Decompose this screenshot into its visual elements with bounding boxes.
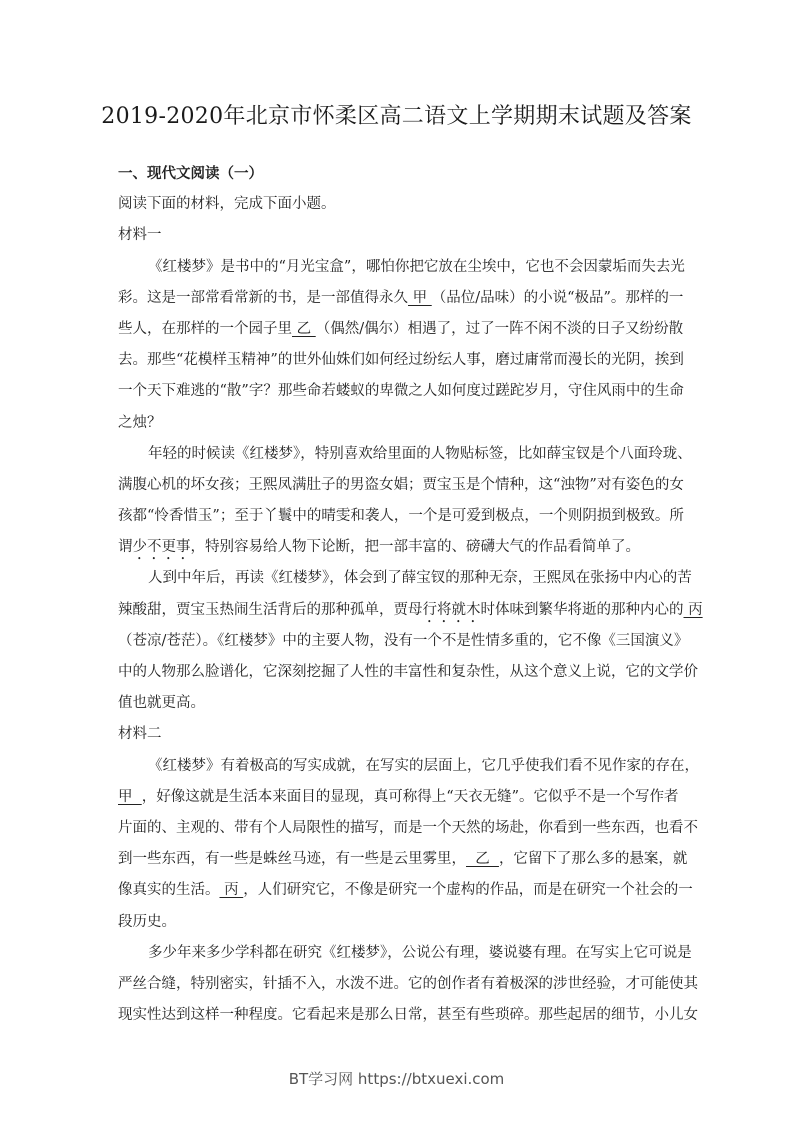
text-segment: 值也就更高。 — [118, 695, 205, 712]
text-line — [118, 252, 685, 283]
text-segment: 人到中年后，再读《红楼梦》，体会到了薛宝钗的那种无奈，王熙凤在张扬中内心的苦 — [148, 570, 692, 587]
document-body — [118, 158, 703, 1031]
text-line — [118, 189, 678, 220]
text-line — [118, 408, 678, 439]
text-segment: ，好像这就是生活本来面目的显现，真可称得上“天衣无缝”。它似乎不是一个写作者 — [141, 788, 679, 805]
text-line — [118, 345, 684, 376]
fill-blank: 甲 — [118, 788, 142, 805]
text-segment: 材料二 — [118, 726, 162, 743]
text-line — [118, 1000, 698, 1031]
fill-blank: 丙 — [683, 601, 703, 618]
text-line — [118, 907, 678, 938]
text-line — [118, 220, 678, 251]
text-line — [118, 875, 693, 906]
text-line — [118, 563, 692, 594]
text-segment: ，它留下了那么多的悬案，就 — [498, 851, 688, 868]
text-segment: 满腹心机的坏女孩；王熙凤满肚子的男盗女娼；贾宝玉是个情种，这“浊物”对有姿色的女 — [118, 476, 684, 493]
text-line — [118, 844, 688, 875]
text-segment: （苍凉/苍茫）。《红楼梦》中的主要人物，没有一个不是性情多重的，它不像《三国演义》 — [118, 632, 689, 649]
text-segment: 多少年来多少学科都在研究《红楼梦》，公说公有理，婆说婆有理。在写实上它可说是 — [148, 944, 692, 961]
text-segment: 严丝合缝，特别密实，针插不入，水泼不进。它的创作者有着极深的涉世经验，才可能使其 — [118, 975, 698, 992]
text-line — [118, 751, 699, 782]
text-segment: ，人们研究它，不像是研究一个虚构的作品，而是在研究一个社会的一 — [243, 882, 693, 899]
section-heading — [118, 158, 678, 189]
text-line — [118, 532, 678, 563]
text-segment: 片面的、主观的、带有个人局限性的描写，而是一个天然的场赴，你看到一些东西，也看不 — [118, 819, 698, 836]
fill-blank: 乙 — [292, 320, 316, 337]
text-line — [118, 813, 698, 844]
text-segment: ，特别容易给人物下论断，把一部丰富的、磅礴大气的作品看简单了。 — [190, 539, 640, 556]
text-line — [118, 719, 678, 750]
text-line — [118, 782, 678, 813]
text-segment: 年轻的时候读《红楼梦》，特别喜欢给里面的人物贴标签，比如薛宝钗是个八面玲珑、 — [148, 445, 692, 462]
text-segment: 段历史。 — [118, 913, 176, 930]
text-line — [118, 657, 698, 688]
text-segment: 像真实的生活。 — [118, 882, 220, 899]
fill-blank: 甲 — [408, 289, 432, 306]
text-segment: （偶然/偶尔）相遇了，过了一阵不闲不淡的日子又纷纷散 — [315, 320, 684, 337]
document-title: 2019-2020年北京市怀柔区高二语文上学期期末试题及答案 — [101, 104, 692, 129]
text-line — [118, 314, 684, 345]
text-segment: 之烛？ — [118, 414, 162, 431]
text-line — [118, 938, 692, 969]
text-segment: 《红楼梦》有着极高的写实成就，在写实的层面上，它几乎使我们看不见作家的存在， — [148, 757, 699, 774]
text-segment: 材料一 — [118, 227, 162, 244]
text-segment: 谓 — [118, 539, 133, 556]
text-segment: 辣酸甜，贾宝玉热闹生活背后的那种孤单，贾母 — [118, 601, 423, 618]
text-segment: 阅读下面的材料，完成下面小题。 — [118, 196, 336, 213]
emphasized-phrase: 少不更事 — [132, 539, 191, 556]
text-line — [118, 501, 684, 532]
footer-watermark: BT学习网 https://btxuexi.com — [288, 1070, 505, 1088]
text-segment: 到一些东西，有一些是蛛丝马迹，有一些是云里雾里， — [118, 851, 466, 868]
text-segment: 一个天下难逃的“散”字？那些命若蝼蚁的卑微之人如何度过蹉跎岁月，守住风雨中的生命 — [118, 383, 684, 400]
text-segment: 彩。这是一部常看常新的书，是一部值得永久 — [118, 289, 408, 306]
text-line — [118, 439, 692, 470]
fill-blank: 乙 — [466, 851, 499, 868]
text-segment: 现实性达到这样一种程度。它看起来是那么日常，甚至有些琐碎。那些起居的细节，小儿女 — [118, 1007, 698, 1024]
text-line — [118, 470, 684, 501]
text-segment: 去。那些“花模样玉精神”的世外仙姝们如何经过纷纭人事，磨过庸常而漫长的光阴，挨到 — [118, 352, 684, 369]
text-line — [118, 626, 689, 657]
text-line — [118, 376, 684, 407]
text-line — [118, 688, 678, 719]
text-segment: （品位/品味）的小说“极品”。那样的一 — [431, 289, 684, 306]
text-line — [118, 595, 703, 626]
fill-blank: 丙 — [219, 882, 244, 899]
text-segment: 孩都“怜香惜玉”；至于丫鬟中的晴雯和袭人，一个是可爱到极点，一个则阴损到极致。所 — [118, 508, 684, 525]
text-segment: 中的人物那么脸谱化，它深刻挖掘了人性的丰富性和复杂性，从这个意义上说，它的文学价 — [118, 664, 698, 680]
text-segment: 一、现代文阅读（一） — [118, 165, 263, 182]
text-segment: 时体味到繁华将逝的那种内心的 — [480, 601, 684, 618]
text-segment: 《红楼梦》是书中的“月光宝盒”，哪怕你把它放在尘埃中，它也不会因蒙垢而失去光 — [148, 258, 685, 275]
text-segment: 些人，在那样的一个园子里 — [118, 320, 292, 337]
text-line — [118, 283, 684, 314]
text-line — [118, 969, 698, 1000]
emphasized-phrase: 行将就木 — [422, 601, 481, 618]
